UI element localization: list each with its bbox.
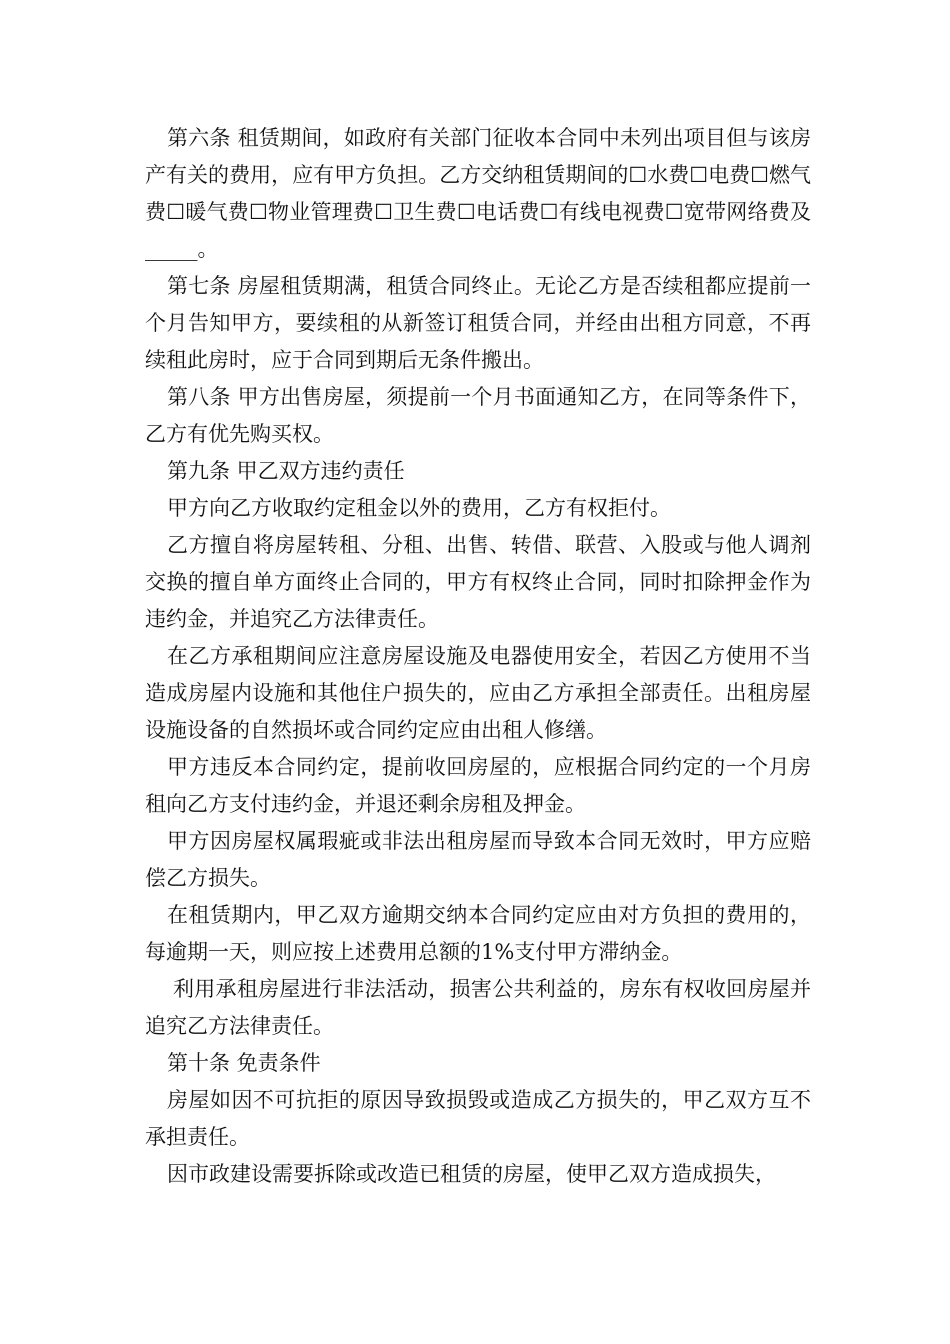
paragraph-article-9-clause-4: 甲方违反本合同约定，提前收回房屋的，应根据合同约定的一个月房租向乙方支付违约金，并退还剩余房租及押金。 [145, 755, 811, 816]
paragraph-article-9-clause-2: 乙方擅自将房屋转租、分租、出售、转借、联营、入股或与他人调剂交换的擅自单方面终止合同的，甲方有权终止合同，同时扣除押金作为违约金，并追究乙方法律责任。 [145, 533, 811, 631]
document-body [145, 120, 811, 1193]
paragraph-article-9-clause-5: 甲方因房屋权属瑕疵或非法出租房屋而导致本合同无效时，甲方应赔偿乙方损失。 [145, 829, 811, 890]
paragraph-article-8: 第八条 甲方出售房屋，须提前一个月书面通知乙方，在同等条件下，乙方有优先购买权。 [145, 385, 811, 446]
paragraph-article-6: 第六条 租赁期间，如政府有关部门征收本合同中未列出项目但与该房产有关的费用，应有甲方负担。乙方交纳租赁期间的☐水费☐电费☐燃气费☐暖气费☐物业管理费☐卫生费☐电话费☐有线电视费☐宽带网络费及_____。 [145, 126, 811, 261]
paragraph-article-9-clause-7: 利用承租房屋进行非法活动，损害公共利益的，房东有权收回房屋并追究乙方法律责任。 [145, 977, 811, 1038]
paragraph-article-10-heading: 第十条 免责条件 [167, 1051, 321, 1075]
paragraph-article-10-clause-1: 房屋如因不可抗拒的原因导致损毁或造成乙方损失的，甲乙双方互不承担责任。 [145, 1088, 811, 1149]
paragraph-article-9-clause-3: 在乙方承租期间应注意房屋设施及电器使用安全，若因乙方使用不当造成房屋内设施和其他住户损失的，应由乙方承担全部责任。出租房屋设施设备的自然损坏或合同约定应由出租人修缮。 [145, 644, 811, 742]
paragraph-article-9-clause-1: 甲方向乙方收取约定租金以外的费用，乙方有权拒付。 [167, 496, 671, 520]
paragraph-article-10-clause-2: 因市政建设需要拆除或改造已租赁的房屋，使甲乙双方造成损失， [167, 1162, 776, 1186]
paragraph-article-7: 第七条 房屋租赁期满，租赁合同终止。无论乙方是否续租都应提前一个月告知甲方，要续租的从新签订租赁合同，并经由出租方同意，不再续租此房时，应于合同到期后无条件搬出。 [145, 274, 811, 372]
paragraph-article-9-clause-6: 在租赁期内，甲乙双方逾期交纳本合同约定应由对方负担的费用的，每逾期一天，则应按上述费用总额的1%支付甲方滞纳金。 [145, 903, 811, 964]
paragraph-article-9-heading: 第九条 甲乙双方违约责任 [167, 459, 405, 483]
